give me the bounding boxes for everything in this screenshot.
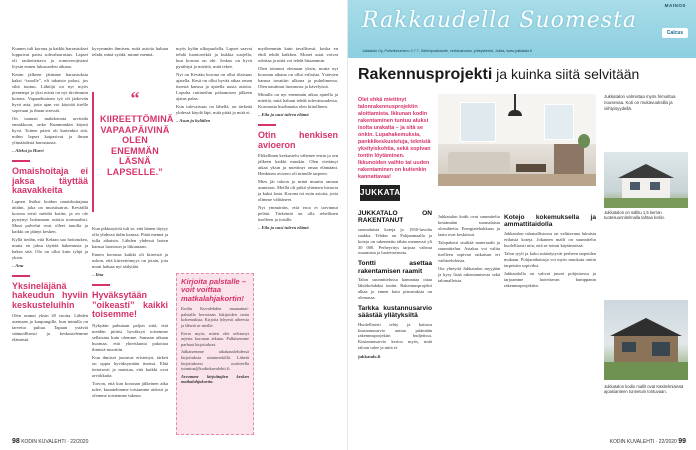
col2-paragraph: Nykyään puhutaan paljon siitä, että meidän pitäisi hyväksyä toisemme sellaisina kuin olemme. Samaan aikaan huomaa, että yhteiskunta pakottaa ihmisiä muottiin. <box>92 322 168 352</box>
footer-text: KODIN KUVALEHTI · 22/2020 <box>609 439 677 445</box>
pull-quote <box>92 88 174 212</box>
col4-paragraph: myöhemmin kuin tavallisesti, koska en ehdi tehdä kaikkea. Monet asiat voivat odottaa ja niitä voi tehdä hitaammin. <box>258 46 338 63</box>
jukkatalo-logo: JUKKATALO <box>360 185 400 201</box>
left-column-2-top <box>92 46 168 60</box>
page-number: 98 <box>12 438 20 445</box>
col4-paragraph: Minulla on nyt enemmän aikaa ajatella ja miettiä, mitä haluan tehdä tulevaisuudessa. Koronasta huolimatta olen kiitollinen. <box>258 92 338 109</box>
col2-paragraph: Kun pikkutyttöä tuli se, että hänen täytyy olla yhdessä äidin kanssa. Pitää mennä ja tulla aikaisin. Lähden yhdessä lasten kanssa luontoon ja liikuntaan. <box>92 226 168 249</box>
contest-paragraph: Kodin Kuvalehden maanantai-palstalla kerrotaan lukijoiden omia kokemuksia. Kirjoita lyhyesti aiheesta ja lähetä se meille. <box>181 306 249 328</box>
col2-signature: – Iina <box>92 272 104 277</box>
col1-paragraph: On taatusti mahdotonta arvioida ennakkoon, onko Kummankin käynti hyvä. Toinen päivä oli kuitenkin sitä, mihin lapset kaipasivat ja ilman ylimääräistä harrastusta. <box>12 116 88 145</box>
page-footer-left <box>12 438 88 445</box>
col1-signature: – Anu <box>12 262 24 268</box>
col2-paragraph: Kun ihmiset joutuvat eristettyä, tärkeä on oppia hyväksymään itsensä. Elää tietoisesti ja muistaa, että kaikki ovat arvokkaita. <box>92 354 168 378</box>
col4-signature: – Eila ja uusi tuleva elämä <box>258 225 309 230</box>
rcol1-paragraph: suomalaisia koteja jo 1950-luvulta saakka. Tehdas on Pohjanmaalla ja koteja on rakennettu tähän mennessä yli 30 000. Perheyritys tarjoaa vahvaa osaamista ja luotettavuutta. <box>358 226 432 256</box>
rcol3-paragraph: Talon tyyli ja koko määräytyvät perheen tarpeiden mukaan. Pohjaratkaisuja voi myös muokata omiin tarpeisiin sopiviksi. <box>504 251 596 268</box>
section-heading: Yksineläjänä hakeudun hyviin keskusteluihin <box>12 280 88 310</box>
right-column-1 <box>358 210 432 362</box>
house-photo-small <box>604 152 688 208</box>
divider-bar <box>12 275 30 277</box>
contest-box <box>176 273 254 435</box>
rcol3-paragraph: Jukkatalolla on vahvat juuret pohjoisessa ja tarjoamme luotettavan kumppanin rakennusprojektiin. <box>504 271 596 289</box>
left-column-1 <box>12 46 88 345</box>
col2-paragraph: kyvymmän ihmisen, mitä asioita haluan tehdä, minä syödä, minne mennä. <box>92 46 168 57</box>
col4-paragraph: Mies jäi taloon ja minä muutin omaan asuntoon. Meillä oli pitkä yhteinen historia ja kaksi lasta. Korona toi esiin asioita, joita olimme välttäneet. <box>258 179 338 202</box>
house-caption-small: Jukkatalon on sallitu 1,5 kerran tuotesuunnitelmalla tahtaa kotiin. <box>604 210 665 221</box>
col4-paragraph: Olen tottunut olemaan yksin, mutta nyt koronan aikana on ollut erilaista. Ystävien kanssa tavattiin ulkona ja puhelimessa. Olen nauttinut luonnosta ja kävelyistä. <box>258 66 338 89</box>
col1-intro: Kunnes tuli korona ja kaikki harrastukset loppuivat paitsi sohvaharrastus. Lapset oli rauhoitettava ja romuverojistani löysin ennen lukusuoden aikana. <box>12 46 88 69</box>
rcol3-paragraph: Jukkatalon talomallistossa on valittavana lukuisia erilaisia koteja. Jokainen malli on suunniteltu huolellisesti niin, että se toimii käytännössä. <box>504 230 596 248</box>
headline-bold: Rakennusprojekti <box>358 66 493 83</box>
right-column-3 <box>504 214 596 291</box>
col1-paragraph: Kyllä tiedän, että Kelaan saa hoitotukea, mutta en jaksa täyttää hakemusta ja hakea sitä. Olo on ollut kuin tyhjä ja yksin. <box>12 236 88 260</box>
right-page <box>348 0 696 450</box>
divider-bar <box>258 124 276 126</box>
rcol2-paragraph: Talopaketti sisältää materiaalit ja suunnittelun. Asiakas voi valita itselleen sopivan ratkaisun eri vaihtoehdoista. <box>438 240 500 263</box>
page-number: 99 <box>678 438 686 445</box>
section-heading: Tarkka kustannusarvio säästää yllätyksiltä <box>358 304 432 320</box>
house-caption-bottom: Jukkatalon kodin mallit ovat Käsitelmiäinsä ajoasianteen tunnetuin tontuvaan. <box>604 384 684 395</box>
section-heading: Tontti asettaa rakentamisen raamit <box>358 260 432 275</box>
section-heading: Kotejo kokemuksella ja ammattitaidolla <box>504 214 596 229</box>
right-column-2 <box>438 214 500 286</box>
rcol2-paragraph: Ota yhteyttä Jukkatalon myyjään ja kysy lisää rakentamisesta sekä talomalleista. <box>438 266 500 284</box>
col3-signature: – Asun ja kyläilen <box>176 118 211 123</box>
living-room-photo <box>438 94 596 186</box>
footer-text: KODIN KUVALEHTI · 22/2020 <box>21 439 89 445</box>
article-lead: Olet ehkä miettinyt talonrakennusprojektin aloittamista. Ikkunan kodin rakentaminen tuntuu aluksi isolta urakalta – ja sitä se onkin. Lupahakemuksia, pankkikeskusteluja, teknisiä yksityiskohtia, sekä sopivan tontin löytäminen. Ikkunoiden vaihto tai uuden rakentaminen on kuitenkin kannattavaa! <box>358 97 431 180</box>
col3-paragraph: Nyt on Kevään korona on ollut tilaisuus ajatella. Kesä on ollut hyvää aikaa oman itsensä kanssa ja ajatella uusia asioita. Lopulta rutiineihin palaamisen jälkeen ajatus palaa. <box>176 72 252 101</box>
photo-caption: Jukkatalon valmistaa myös himoittua nousevaa. Koti on mukavuuksilla ja viihtyisyydellä. <box>604 94 676 111</box>
article-headline <box>358 65 690 84</box>
col1-paragraph: Lapsen lisäksi hoidan omaishoitajana äitiäni, joka on muistisairas. Keväällä korona eristi meidät kotiin, ja en ole pystynyt hoitamaan asioita normaalisti. Muut palvelut ovat olleet tauolla ja kaikki on jäänyt kesken. <box>12 198 88 234</box>
section-heading: Omaishoitaja ei jaksa täyttää kaavakkeita <box>12 166 88 195</box>
pull-quote-text: KIIREETTÖMINÄ VAPAAPÄIVINÄ OLEN ENEMMÄN LÄSNÄ LAPSELLE.” <box>100 114 174 177</box>
divider-bar <box>12 160 30 162</box>
left-column-2 <box>92 226 168 401</box>
col4-paragraph: Nyt ymmärrän, että eroa ei tarvinnut pelätä. Tärkeintä on olla rehellinen itselleen ja toisille. <box>258 205 338 222</box>
house-photo-bottom <box>604 300 688 380</box>
col4-paragraph: Elikellinen keskustelu vähenee ensin ja sen jälkeen kaikki muukin. Olen viettänyt aikaa yksin ja miettinyt omaa elämääni. Henkinen avioero oli minulle tarpeen. <box>258 153 338 176</box>
banner-title: Rakkaudella Suomesta <box>362 8 638 33</box>
left-column-3 <box>176 46 252 126</box>
contest-note: Arvomme kirjoittajien kesken matkalahjakortin. <box>181 373 249 385</box>
col1-paragraph: Kesän jälkeen jätimme harrastuksia kaksi “tauolle”, eli takaisin palasi, jos siltä tuntuu. Lähtöjä on nyt myös pienempi ja yksi niistä on nyt tiiviimmin kotona. Vapaaehtoinen työ oli järkevän hyvä asia, jotta ajan voi käyttää itselle sopivaan ja ilman stressiä. <box>12 72 88 113</box>
website-link[interactable]: jukkatalo.fi <box>358 353 381 359</box>
col1-signature: – Aleksi ja Harri <box>12 148 44 153</box>
left-column-4 <box>258 46 338 233</box>
section-heading: Hyväksytään ”oikeasti” kaikki toisemme! <box>92 290 168 319</box>
divider-bar <box>92 284 110 286</box>
contact-strip: Jukkatalo Oy, Puhelinnumero: 0 7 7, Sähköpostiosoite, verkkosivusto, yhteystiedot, Jukka, www.jukkatalo.fi <box>362 49 532 53</box>
ad-banner <box>348 0 696 58</box>
col3-paragraph: myös kylän ulkopuolella. Lapset saavat tehdä luontoretkiä ja kukkia suojella, kun korona on ohi. Joskus on hyvä pysähtyä ja miettiä, mitä tekee. <box>176 46 252 69</box>
section-heading: Otin henkisen avioeron <box>258 130 338 150</box>
quote-marks: “ <box>130 88 140 108</box>
rcol1-paragraph: Talon suunnittelussa kannattaa ottaa lähtökohdaksi tontin. Rakennusprojekti alkaa jo ennen kuin piirustuksia on olemassa. <box>358 277 432 300</box>
brand-logo: Calcus <box>662 28 688 38</box>
col3-paragraph: Kun tulevaisuus on lähellä, on tärkeää yhdessä käydä läpi, mitä pitää ja mitä ei. <box>176 104 252 115</box>
col2-paragraph: Ennen koronaa kaikki oli kiireistä ja uskon, että kiireettömyys on jotain, jota moni haluaa nyt säilyttää. <box>92 252 168 269</box>
rcol2-paragraph: Jukkatalon kodit ovat suunniteltu kestämään suomalaisia olosuhteita. Energiatehokkuus ja laatu ovat keskiössä. <box>438 214 500 237</box>
contest-title: Kirjoita palstalle – voit voittaa matkalahjakortin! <box>181 277 246 303</box>
contest-paragraph: Julkaisemme aikakauslehdessä kirjoituksia nimimerkillä. Lähetä kirjoituksesi osoitteella toimitus@kodinkuvalehti.fi. <box>181 349 249 372</box>
col1-paragraph: Olen asunut yksin 20 vuotta. Lähden asemaan ja kaupungille, kun minulla on tarvetta puhua. Tapaan ystäviä säännöllisesti ja keskustelemme elämästä. <box>12 313 88 342</box>
rcol1-paragraph: Huolellisesti tehty ja kattava kustannusarvio auttaa pitämään rakennusprojektin budjetissa. Kustannusarvio kertoo myös, mitä taloon tulee ja mitä ei. <box>358 321 432 351</box>
page-footer-right <box>610 438 686 445</box>
col4-signature: – Eila ja uusi tuleva elämä <box>258 112 309 117</box>
section-heading: JUKKATALO ON RAKENTANUT <box>358 210 432 225</box>
ad-tag: MAINOS <box>664 3 686 8</box>
headline-rest: ja kuinka siitä selvitään <box>492 66 640 82</box>
col2-paragraph: Toivon, että kun koronan jälkeinen aika tulee, kuuntelemme toisiamme aidosti ja olemme toistemme tukena. <box>92 380 168 398</box>
contest-paragraph: Kerro myös, miten olet selvinnyt arjesta koronan aikana. Palkitsemme parhaat kirjoitukset. <box>181 330 249 347</box>
